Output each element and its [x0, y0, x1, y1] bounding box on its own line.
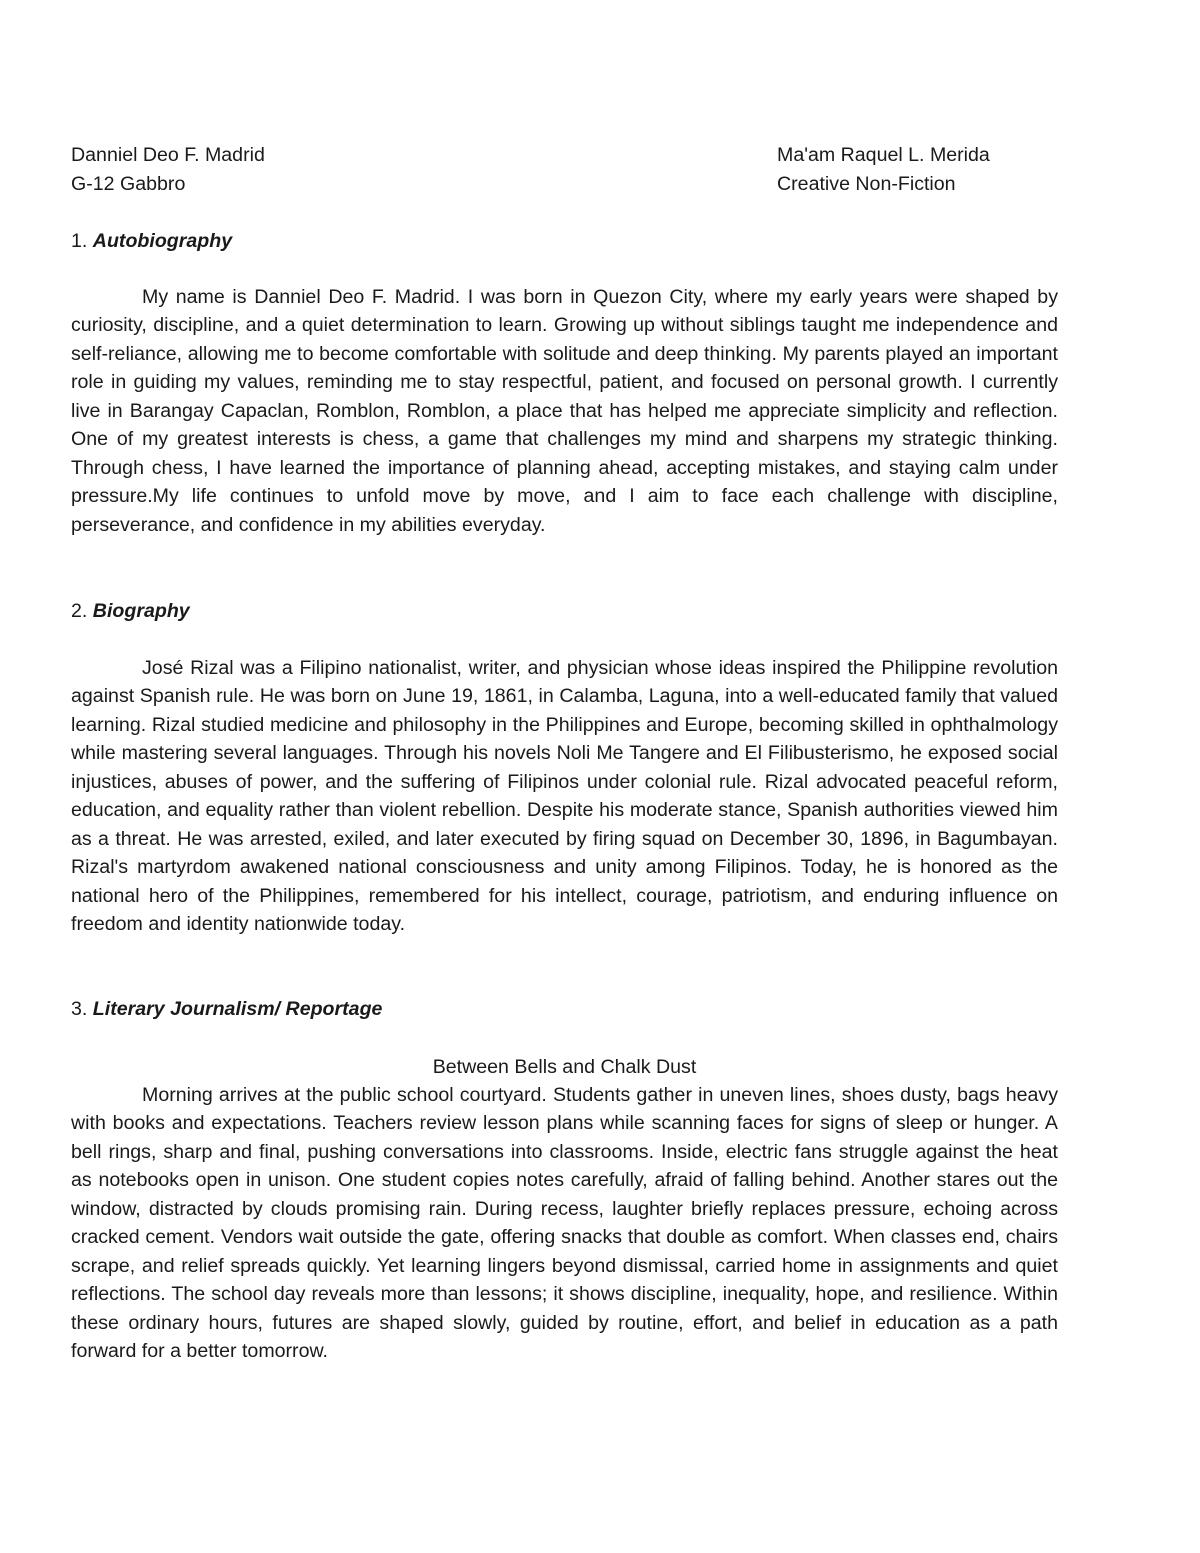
section-title: Biography: [92, 600, 190, 622]
teacher-name: Ma'am Raquel L. Merida: [777, 144, 990, 166]
section-title: Literary Journalism/ Reportage: [92, 998, 383, 1020]
student-section: G-12 Gabbro: [71, 173, 186, 195]
section-number: 2.: [71, 600, 88, 622]
section-heading-autobiography: [71, 227, 232, 255]
section-heading-literary-journalism: [71, 995, 382, 1023]
reportage-title: Between Bells and Chalk Dust: [432, 1056, 697, 1078]
reportage-paragraph: Morning arrives at the public school courtyard. Students gather in uneven lines, shoes dusty, bags heavy with books and expectations. Teachers review lesson plans while scanning faces for signs of sleep or hunger. A bell rings, sharp and final, pushing conversations into classrooms. Inside, electric fans struggle against the heat as notebooks open in unison. One student copies notes carefully, afraid of falling behind. Another stares out the window, distracted by clouds promising rain. During recess, laughter briefly replaces pressure, echoing across cracked cement. Vendors wait outside the gate, offering snacks that double as comfort. When classes end, chairs scrape, and relief spreads quickly. Yet learning lingers beyond dismissal, carried home in assignments and quiet reflections. The school day reveals more than lessons; it shows discipline, inequality, hope, and resilience. Within these ordinary hours, futures are shaped slowly, guided by routine, effort, and belief in education as a path forward for a better tomorrow.: [71, 1084, 1058, 1363]
section-heading-biography: [71, 597, 190, 625]
autobiography-paragraph: My name is Danniel Deo F. Madrid. I was born in Quezon City, where my early years were shaped by curiosity, discipline, and a quiet determination to learn. Growing up without siblings taught me independence and self-reliance, allowing me to become comfortable with solitude and deep thinking. My parents played an important role in guiding my values, reminding me to stay respectful, patient, and focused on personal growth. I currently live in Barangay Capaclan, Romblon, Romblon, a place that has helped me appreciate simplicity and reflection. One of my greatest interests is chess, a game that challenges my mind and sharpens my strategic thinking. Through chess, I have learned the importance of planning ahead, accepting mistakes, and staying calm under pressure.My life continues to unfold move by move, and I aim to face each challenge with discipline, perseverance, and confidence in my abilities everyday.: [71, 286, 1058, 536]
section-number: 1.: [71, 230, 88, 252]
student-name: Danniel Deo F. Madrid: [71, 144, 265, 166]
subject-name: Creative Non-Fiction: [777, 173, 956, 195]
section-number: 3.: [71, 998, 88, 1020]
biography-paragraph: José Rizal was a Filipino nationalist, writer, and physician whose ideas inspired the Philippine revolution against Spanish rule. He was born on June 19, 1861, in Calamba, Laguna, into a well-educated family that valued learning. Rizal studied medicine and philosophy in the Philippines and Europe, becoming skilled in ophthalmology while mastering several languages. Through his novels Noli Me Tangere and El Filibusterismo, he exposed social injustices, abuses of power, and the suffering of Filipinos under colonial rule. Rizal advocated peaceful reform, education, and equality rather than violent rebellion. Despite his moderate stance, Spanish authorities viewed him as a threat. He was arrested, exiled, and later executed by firing squad on December 30, 1896, in Bagumbayan. Rizal's martyrdom awakened national consciousness and unity among Filipinos. Today, he is honored as the national hero of the Philippines, remembered for his intellect, courage, patriotism, and enduring influence on freedom and identity nationwide today.: [71, 657, 1058, 936]
section-title: Autobiography: [92, 230, 233, 252]
